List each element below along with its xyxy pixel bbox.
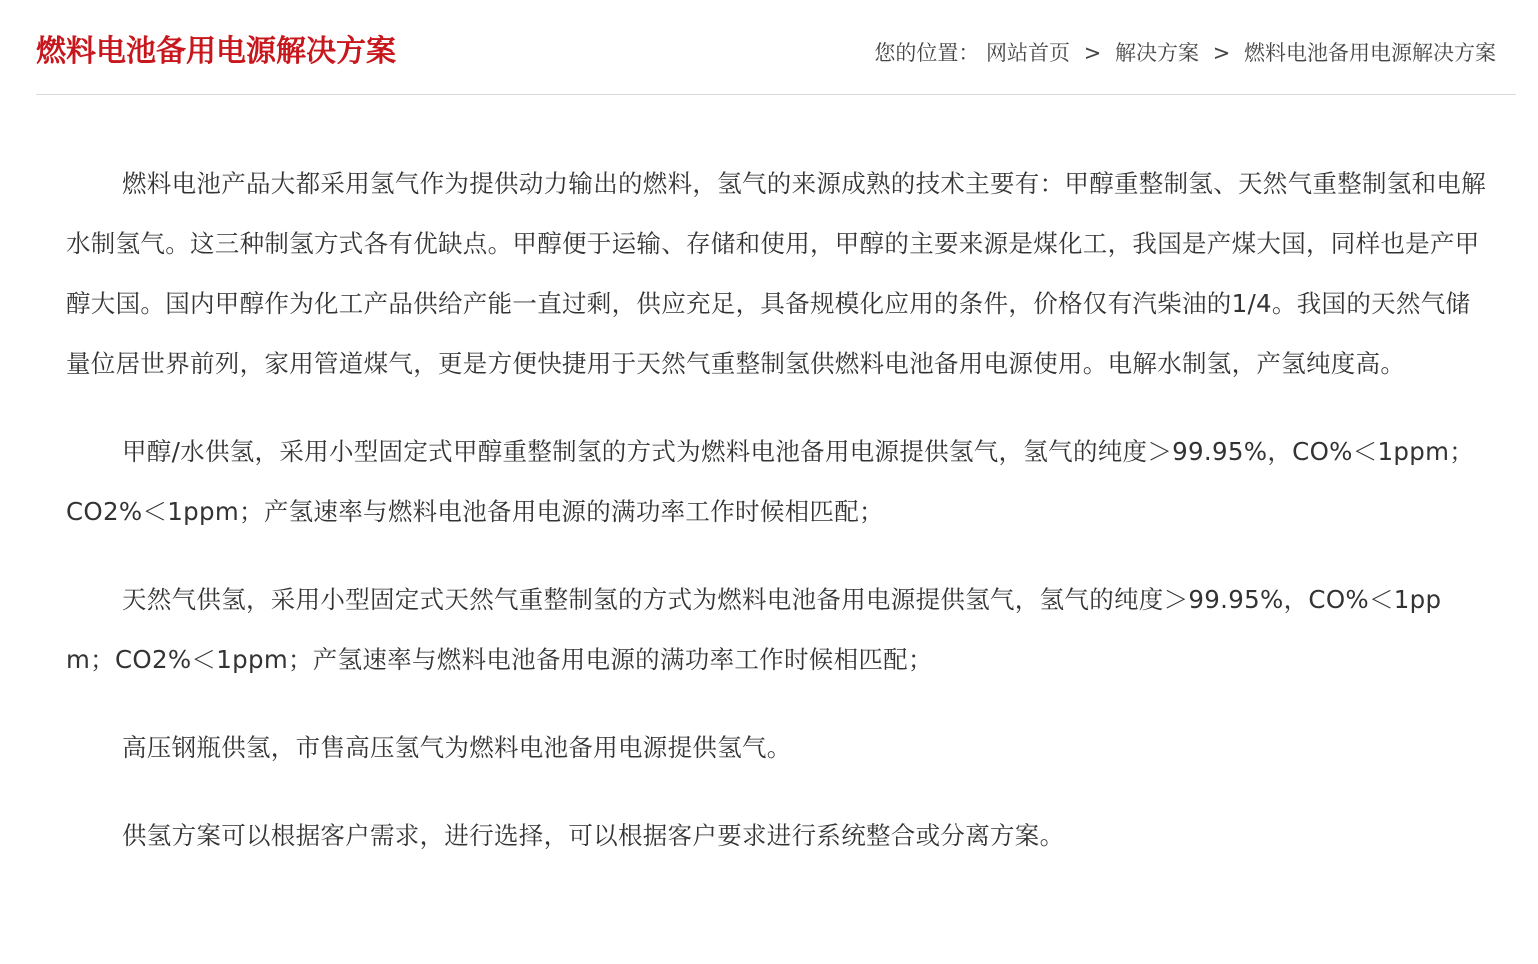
breadcrumb-home-link[interactable]: 网站首页 bbox=[986, 41, 1071, 65]
breadcrumb-current-link[interactable]: 燃料电池备用电源解决方案 bbox=[1244, 41, 1496, 65]
article-content bbox=[66, 154, 1490, 866]
breadcrumb-separator: > bbox=[1083, 41, 1102, 65]
article-paragraph: 天然气供氢，采用小型固定式天然气重整制氢的方式为燃料电池备用电源提供氢气，氢气的纯度＞99.95%，CO%＜1ppm；CO2%＜1ppm；产氢速率与燃料电池备用电源的满功率工作时候相匹配； bbox=[66, 585, 1442, 674]
article-paragraph: 高压钢瓶供氢，市售高压氢气为燃料电池备用电源提供氢气。 bbox=[122, 733, 792, 762]
article-paragraph: 燃料电池产品大都采用氢气作为提供动力输出的燃料，氢气的来源成熟的技术主要有：甲醇重整制氢、天然气重整制氢和电解水制氢气。这三种制氢方式各有优缺点。甲醇便于运输、存储和使用，甲醇的主要来源是煤化工，我国是产煤大国，同样也是产甲醇大国。国内甲醇作为化工产品供给产能一直过剩，供应充足，具备规模化应用的条件，价格仅有汽柴油的1/4。我国的天然气储量位居世界前列，家用管道煤气，更是方便快捷用于天然气重整制氢供燃料电池备用电源使用。电解水制氢，产氢纯度高。 bbox=[66, 169, 1486, 378]
page-title: 燃料电池备用电源解决方案 bbox=[36, 34, 396, 69]
article-paragraph: 供氢方案可以根据客户需求，进行选择，可以根据客户要求进行系统整合或分离方案。 bbox=[122, 821, 1065, 850]
page-header bbox=[36, 0, 1516, 95]
breadcrumb bbox=[874, 38, 1496, 68]
breadcrumb-prefix: 您的位置： bbox=[874, 41, 980, 65]
breadcrumb-category-link[interactable]: 解决方案 bbox=[1115, 41, 1200, 65]
breadcrumb-separator: > bbox=[1212, 41, 1231, 65]
article-paragraph: 甲醇/水供氢，采用小型固定式甲醇重整制氢的方式为燃料电池备用电源提供氢气，氢气的纯度＞99.95%，CO%＜1ppm；CO2%＜1ppm；产氢速率与燃料电池备用电源的满功率工作时候相匹配； bbox=[66, 437, 1475, 526]
